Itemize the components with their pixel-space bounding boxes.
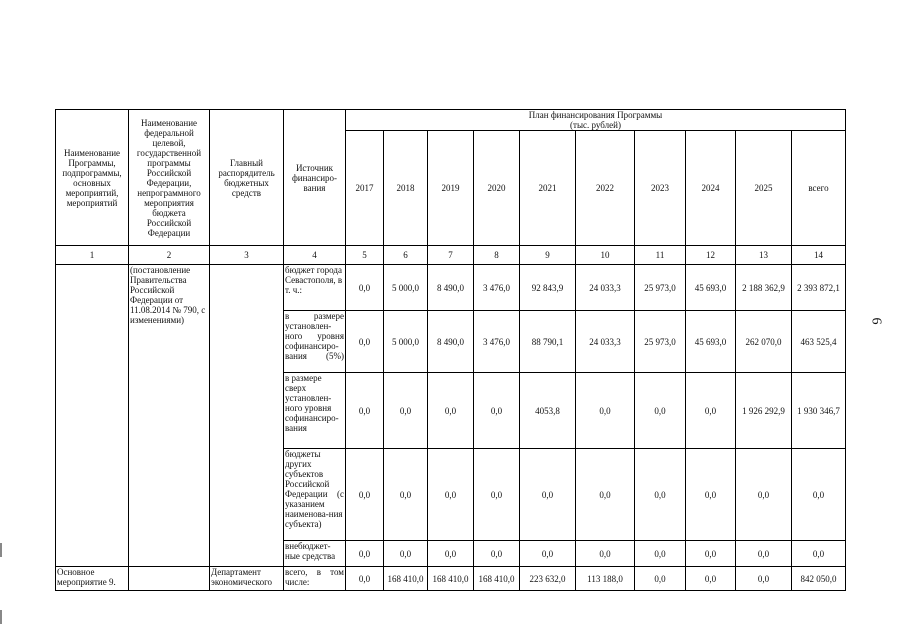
- value-cell: 0,0: [576, 373, 635, 449]
- column-number: 3: [210, 246, 284, 265]
- value-cell: 0,0: [635, 567, 686, 591]
- program-ref: (постановление Правительства Российской Федерации от 11.08.2014 № 790, с изменениями): [129, 265, 210, 567]
- value-cell: 2 188 362,9: [736, 265, 792, 311]
- value-cell: 24 033,3: [576, 265, 635, 311]
- value-cell: 0,0: [346, 265, 384, 311]
- column-number: 4: [284, 246, 346, 265]
- plan-title: План финансирования Программы: [528, 110, 663, 120]
- value-cell: 0,0: [576, 449, 635, 541]
- value-cell: 0,0: [635, 449, 686, 541]
- value-cell: 0,0: [686, 373, 736, 449]
- value-cell: 25 973,0: [635, 311, 686, 373]
- value-cell: 842 050,0: [792, 567, 846, 591]
- column-number: 13: [736, 246, 792, 265]
- value-cell: 463 525,4: [792, 311, 846, 373]
- header-funding-source: Источник финансиро-вания: [284, 110, 346, 246]
- value-cell: 0,0: [384, 373, 428, 449]
- department-cell: [210, 265, 284, 567]
- column-number: 14: [792, 246, 846, 265]
- value-cell: 0,0: [474, 449, 520, 541]
- funding-source: в размере установлен-ного уровня софинансиро-вания (5%): [284, 311, 346, 373]
- column-number: 12: [686, 246, 736, 265]
- year-header: 2021: [520, 131, 576, 246]
- column-number: 8: [474, 246, 520, 265]
- value-cell: 0,0: [736, 541, 792, 567]
- value-cell: 0,0: [520, 541, 576, 567]
- value-cell: 0,0: [576, 541, 635, 567]
- value-cell: 92 843,9: [520, 265, 576, 311]
- header-plan: [346, 110, 846, 131]
- year-header: 2022: [576, 131, 635, 246]
- column-number: 9: [520, 246, 576, 265]
- value-cell: 0,0: [686, 541, 736, 567]
- header-row: [56, 110, 846, 131]
- column-number: 1: [56, 246, 129, 265]
- header-budget-manager: Главный распорядитель бюджетных средств: [210, 110, 284, 246]
- funding-source: внебюджет-ные средства: [284, 541, 346, 567]
- value-cell: 2 393 872,1: [792, 265, 846, 311]
- table-row: [56, 265, 846, 311]
- column-number: 5: [346, 246, 384, 265]
- value-cell: 262 070,0: [736, 311, 792, 373]
- value-cell: 168 410,0: [474, 567, 520, 591]
- table-row: [56, 567, 846, 591]
- value-cell: 0,0: [346, 373, 384, 449]
- value-cell: 24 033,3: [576, 311, 635, 373]
- value-cell: 5 000,0: [384, 265, 428, 311]
- value-cell: 0,0: [346, 311, 384, 373]
- funding-source: бюджет города Севастополя, в т. ч.:: [284, 265, 346, 311]
- value-cell: 0,0: [635, 541, 686, 567]
- year-header: 2019: [428, 131, 474, 246]
- financing-table: [55, 109, 846, 591]
- value-cell: 0,0: [520, 449, 576, 541]
- value-cell: 0,0: [346, 541, 384, 567]
- value-cell: 0,0: [384, 449, 428, 541]
- year-header: всего: [792, 131, 846, 246]
- value-cell: 0,0: [384, 541, 428, 567]
- column-number: 7: [428, 246, 474, 265]
- value-cell: 8 490,0: [428, 311, 474, 373]
- funding-source: бюджеты других субъектов Российской Федерации (с указанием наименова-ния субъекта): [284, 449, 346, 541]
- year-header: 2023: [635, 131, 686, 246]
- value-cell: 0,0: [736, 449, 792, 541]
- value-cell: 0,0: [474, 373, 520, 449]
- value-cell: 113 188,0: [576, 567, 635, 591]
- department-name: Департамент экономического: [210, 567, 284, 591]
- header-federal-program: Наименование федеральной целевой, государственной программы Российской Федерации, непрограммного мероприятия бюджета Российской Федерации: [129, 110, 210, 246]
- edge-mark: [0, 610, 2, 624]
- column-number: 6: [384, 246, 428, 265]
- value-cell: 0,0: [635, 373, 686, 449]
- measure-name: Основное мероприятие 9.: [56, 567, 129, 591]
- value-cell: 0,0: [686, 567, 736, 591]
- edge-mark: [0, 543, 2, 557]
- year-header: 2017: [346, 131, 384, 246]
- value-cell: 45 693,0: [686, 265, 736, 311]
- column-number: 2: [129, 246, 210, 265]
- value-cell: 0,0: [792, 449, 846, 541]
- header-program-name: Наименование Программы, подпрограммы, основных мероприятий, мероприятий: [56, 110, 129, 246]
- value-cell: 3 476,0: [474, 311, 520, 373]
- value-cell: 25 973,0: [635, 265, 686, 311]
- value-cell: 0,0: [792, 541, 846, 567]
- value-cell: 168 410,0: [384, 567, 428, 591]
- value-cell: 0,0: [428, 541, 474, 567]
- value-cell: 0,0: [686, 449, 736, 541]
- column-number: 11: [635, 246, 686, 265]
- funding-source: в размере сверх установлен-ного уровня софинансиро-вания: [284, 373, 346, 449]
- value-cell: 1 926 292,9: [736, 373, 792, 449]
- value-cell: 5 000,0: [384, 311, 428, 373]
- funding-source: всего, в том числе:: [284, 567, 346, 591]
- value-cell: 0,0: [346, 567, 384, 591]
- column-number: 10: [576, 246, 635, 265]
- value-cell: 8 490,0: [428, 265, 474, 311]
- federal-program-cell: [129, 567, 210, 591]
- value-cell: 45 693,0: [686, 311, 736, 373]
- column-number-row: [56, 246, 846, 265]
- value-cell: 3 476,0: [474, 265, 520, 311]
- plan-units: (тыс. рублей): [570, 120, 621, 130]
- value-cell: 0,0: [428, 449, 474, 541]
- value-cell: 0,0: [428, 373, 474, 449]
- value-cell: 88 790,1: [520, 311, 576, 373]
- page-number: 6: [868, 317, 884, 325]
- value-cell: 223 632,0: [520, 567, 576, 591]
- value-cell: 4053,8: [520, 373, 576, 449]
- value-cell: 0,0: [346, 449, 384, 541]
- value-cell: 168 410,0: [428, 567, 474, 591]
- value-cell: 0,0: [736, 567, 792, 591]
- value-cell: 1 930 346,7: [792, 373, 846, 449]
- year-header: 2025: [736, 131, 792, 246]
- year-header: 2020: [474, 131, 520, 246]
- year-header: 2018: [384, 131, 428, 246]
- value-cell: 0,0: [474, 541, 520, 567]
- measure-cell: [56, 265, 129, 567]
- year-header: 2024: [686, 131, 736, 246]
